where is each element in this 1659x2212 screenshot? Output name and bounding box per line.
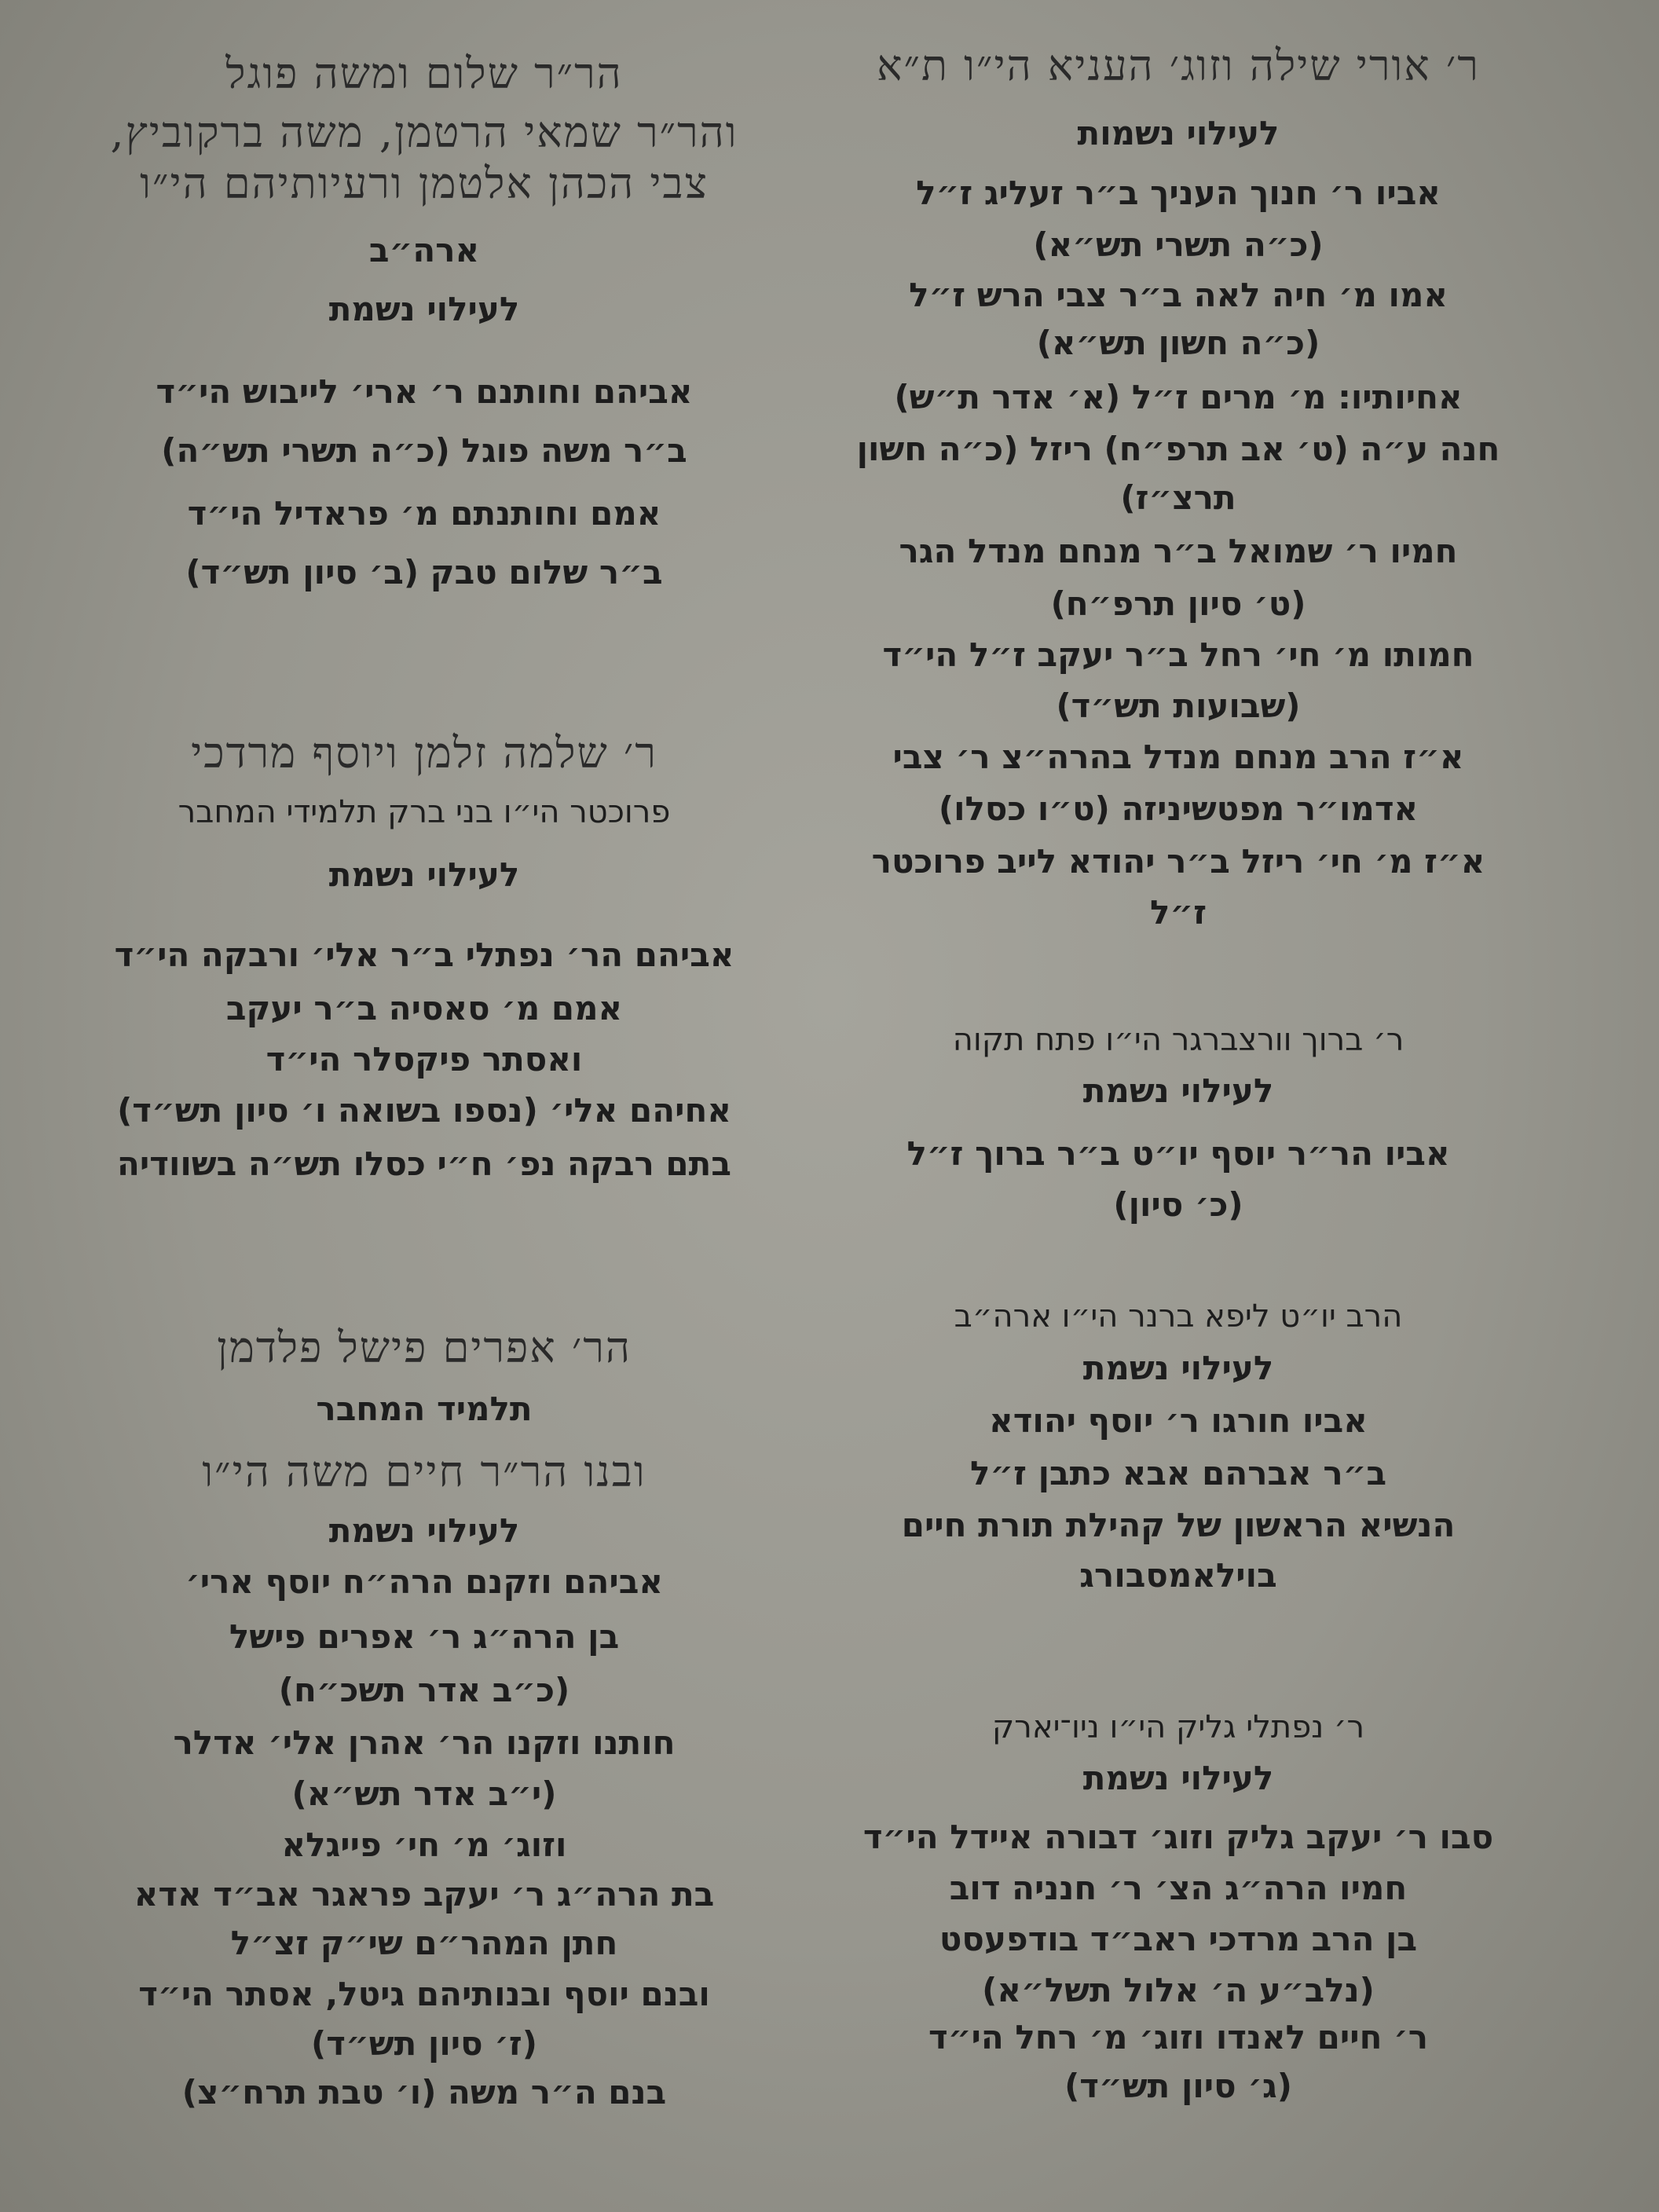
right-column-line: לעילוי נשמת xyxy=(1082,1759,1274,1797)
right-column-line: לעילוי נשמת xyxy=(1082,1071,1274,1110)
right-column-line: אדמו״ר מפטשיניזה (ט״ו כסלו) xyxy=(938,789,1419,828)
right-column-line: הרב יו״ט ליפא ברנר הי״ו ארה״ב xyxy=(954,1298,1403,1335)
right-column-line: הנשיא הראשון של קהילת תורת חיים xyxy=(901,1506,1456,1544)
right-column-line: (כ״ה חשון תש״א) xyxy=(1036,324,1320,362)
right-column-line: ז״ל xyxy=(1149,893,1207,932)
left-column-line: (כ״ב אדר תשכ״ח) xyxy=(278,1671,570,1709)
left-column-line: אחיהם אלי׳ (נספו בשואה ו׳ סיון תש״ד) xyxy=(117,1091,731,1130)
right-column-line: א״ז מ׳ חי׳ ריזל ב״ר יהודא לייב פרוכטר xyxy=(871,842,1485,881)
right-column-line: תרצ״ז) xyxy=(1120,478,1236,517)
left-column-line: לעילוי נשמת xyxy=(328,1511,520,1550)
left-column-line: בנם ה״ר משה (ו׳ טבת תרח״צ) xyxy=(181,2073,667,2111)
left-column-line: ואסתר פיקסלר הי״ד xyxy=(266,1040,583,1079)
left-column-line: חותנו וזקנו הר׳ אהרן אלי׳ אדלר xyxy=(173,1723,676,1762)
left-column-line: אביהם וחותנם ר׳ ארי׳ לייבוש הי״ד xyxy=(156,372,693,411)
left-column-line: צבי הכהן אלטמן ורעיותיהם הי״ו xyxy=(140,159,709,208)
left-column-line: והר״ר שמאי הרטמן, משה ברקוביץ, xyxy=(110,108,738,157)
right-column-line: ר׳ נפתלי גליק הי״ו ניו־יארק xyxy=(991,1709,1365,1745)
left-column-line: (י״ב אדר תש״א) xyxy=(291,1774,557,1813)
left-column-line: ב״ר שלום טבק (ב׳ סיון תש״ד) xyxy=(185,553,663,591)
right-column-line: ב״ר אברהם אבא כתבן ז״ל xyxy=(969,1454,1387,1492)
left-column-line: לעילוי נשמת xyxy=(328,290,520,328)
left-column-line: ארה״ב xyxy=(368,231,480,269)
right-column-line: (ג׳ סיון תש״ד) xyxy=(1064,2067,1292,2105)
left-column-line: תלמיד המחבר xyxy=(316,1390,533,1428)
left-column-line: ובנו הר״ר חיים משה הי״ו xyxy=(202,1447,646,1496)
left-column-line: חתן המהר״ם שי״ק זצ״ל xyxy=(230,1924,618,1962)
right-column-line: (נלב״ע ה׳ אלול תשל״א) xyxy=(982,1971,1375,2009)
left-column-line: הר״ר שלום ומשה פוגל xyxy=(225,49,623,98)
left-column-line: פרוכטר הי״ו בני ברק תלמידי המחבר xyxy=(178,794,671,830)
left-column-line: (ז׳ סיון תש״ד) xyxy=(311,2024,537,2063)
right-column-line: ר׳ אורי שילה וזוג׳ העניא הי״ו ת״א xyxy=(877,41,1480,90)
left-column-line: וזוג׳ מ׳ חי׳ פייגלא xyxy=(281,1826,567,1864)
left-column-line: אביהם הר׳ נפתלי ב״ר אלי׳ ורבקה הי״ד xyxy=(114,936,734,974)
right-column-line: אביו חורגו ר׳ יוסף יהודא xyxy=(989,1401,1368,1440)
right-column-line: חמיו ר׳ שמואל ב״ר מנחם מנדל הגר xyxy=(899,532,1458,570)
right-column-line: בן הרב מרדכי ראב״ד בודפעסט xyxy=(939,1920,1418,1958)
right-column-line: אביו ר׳ חנוך העניך ב״ר זעליג ז״ל xyxy=(916,174,1441,212)
left-column-line: ובנם יוסף ובנותיהם גיטל, אסתר הי״ד xyxy=(138,1975,710,2013)
right-column-line: אחיותיו: מ׳ מרים ז״ל (א׳ אדר ת״ש) xyxy=(894,378,1463,416)
right-column-line: ר׳ חיים לאנדו וזוג׳ מ׳ רחל הי״ד xyxy=(928,2018,1428,2056)
left-column-line: לעילוי נשמת xyxy=(328,855,520,894)
right-column-line: חנה ע״ה (ט׳ אב תרפ״ח) ריזל (כ״ה חשון xyxy=(856,430,1500,468)
right-column-line: (שבועות תש״ד) xyxy=(1056,687,1301,725)
left-column-line: ב״ר משה פוגל (כ״ה תשרי תש״ה) xyxy=(161,431,687,470)
right-column-line: (ט׳ סיון תרפ״ח) xyxy=(1050,584,1306,623)
right-column-line: לעילוי נשמת xyxy=(1082,1349,1274,1387)
right-column-line: חמיו הרה״ג הצ׳ ר׳ חנניה דוב xyxy=(949,1869,1408,1907)
left-column-line: ר׳ שלמה זלמן ויוסף מרדכי xyxy=(191,728,657,778)
right-column-line: בוילאמסבורג xyxy=(1079,1556,1277,1595)
left-column-line: אביהם וזקנם הרה״ח יוסף ארי׳ xyxy=(185,1562,663,1601)
right-column-line: סבו ר׳ יעקב גליק וזוג׳ דבורה איידל הי״ד xyxy=(862,1818,1494,1856)
right-column-line: (כ״ה תשרי תש״א) xyxy=(1033,225,1324,264)
right-column-line: לעילוי נשמות xyxy=(1077,114,1280,152)
right-column-line: חמותו מ׳ חי׳ רחל ב״ר יעקב ז״ל הי״ד xyxy=(882,635,1474,674)
left-column-line: הר׳ אפרים פישל פלדמן xyxy=(217,1323,632,1372)
right-column-line: אמו מ׳ חיה לאה ב״ר צבי הרש ז״ל xyxy=(909,276,1448,314)
right-column-line: (כ׳ סיון) xyxy=(1113,1185,1243,1224)
left-column-line: בן הרה״ג ר׳ אפרים פישל xyxy=(229,1617,620,1656)
left-column-line: אמם וחותנתם מ׳ פראדיל הי״ד xyxy=(187,494,661,533)
right-column-line: ר׳ ברוך וורצברגר הי״ו פתח תקוה xyxy=(952,1022,1404,1058)
left-column-line: בתם רבקה נפ׳ ח״י כסלו תש״ה בשוודיה xyxy=(117,1144,731,1183)
left-column-line: אמם מ׳ סאסיה ב״ר יעקב xyxy=(225,989,623,1027)
left-column-line: בת הרה״ג ר׳ יעקב פראגר אב״ד אדא xyxy=(134,1875,715,1914)
right-column-line: אביו הר״ר יוסף יו״ט ב״ר ברוך ז״ל xyxy=(906,1134,1450,1173)
right-column-line: א״ז הרב מנחם מנדל בהרה״צ ר׳ צבי xyxy=(892,738,1464,776)
